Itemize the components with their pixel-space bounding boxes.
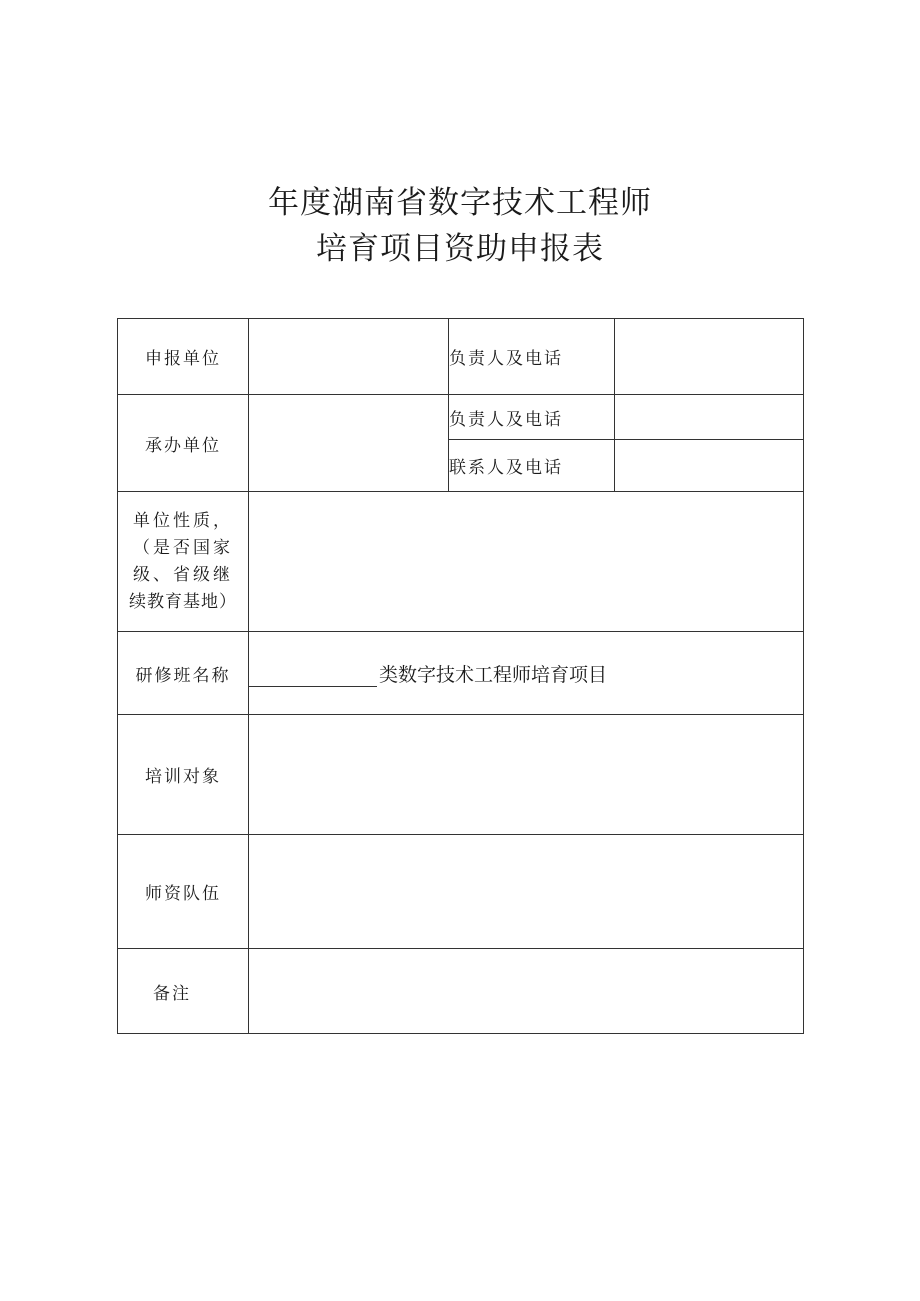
applicant-unit-label: 申报单位 <box>118 319 249 395</box>
row-course-name <box>118 632 804 715</box>
form-title-line-1: 年度湖南省数字技术工程师 <box>268 185 652 221</box>
row-remarks <box>118 949 804 1034</box>
unit-nature-label-line-4: 续教育基地） <box>129 591 237 612</box>
host-contact-field[interactable] <box>615 440 804 492</box>
applicant-contact-label: 负责人及电话 <box>449 319 615 395</box>
course-name-suffix: 类数字技术工程师培育项目 <box>379 663 608 686</box>
applicant-unit-field[interactable] <box>249 319 449 395</box>
host-unit-field[interactable] <box>249 395 449 492</box>
row-applicant-unit <box>118 319 804 395</box>
host-contact-label: 联系人及电话 <box>449 440 615 492</box>
host-leader-label: 负责人及电话 <box>449 395 615 440</box>
host-unit-label: 承办单位 <box>118 395 249 492</box>
course-name-cell <box>249 632 804 715</box>
row-faculty <box>118 835 804 949</box>
unit-nature-label <box>118 492 249 632</box>
applicant-contact-field[interactable] <box>615 319 804 395</box>
host-leader-field[interactable] <box>615 395 804 440</box>
course-name-label: 研修班名称 <box>118 632 249 715</box>
course-name-blank-input[interactable] <box>249 668 377 687</box>
row-unit-nature <box>118 492 804 632</box>
remarks-field[interactable] <box>249 949 804 1034</box>
trainees-field[interactable] <box>249 715 804 835</box>
unit-nature-label-line-1: 单位性质， <box>133 510 233 531</box>
form-title-line-2: 培育项目资助申报表 <box>316 231 604 267</box>
remarks-label: 备注 <box>118 949 249 1034</box>
faculty-label: 师资队伍 <box>118 835 249 949</box>
trainees-label: 培训对象 <box>118 715 249 835</box>
unit-nature-label-line-3: 级、省级继 <box>133 564 233 585</box>
unit-nature-field[interactable] <box>249 492 804 632</box>
row-host-unit <box>118 395 804 440</box>
row-trainees <box>118 715 804 835</box>
unit-nature-label-line-2: （是否国家 <box>133 537 233 558</box>
application-form-table <box>117 318 804 1034</box>
faculty-field[interactable] <box>249 835 804 949</box>
